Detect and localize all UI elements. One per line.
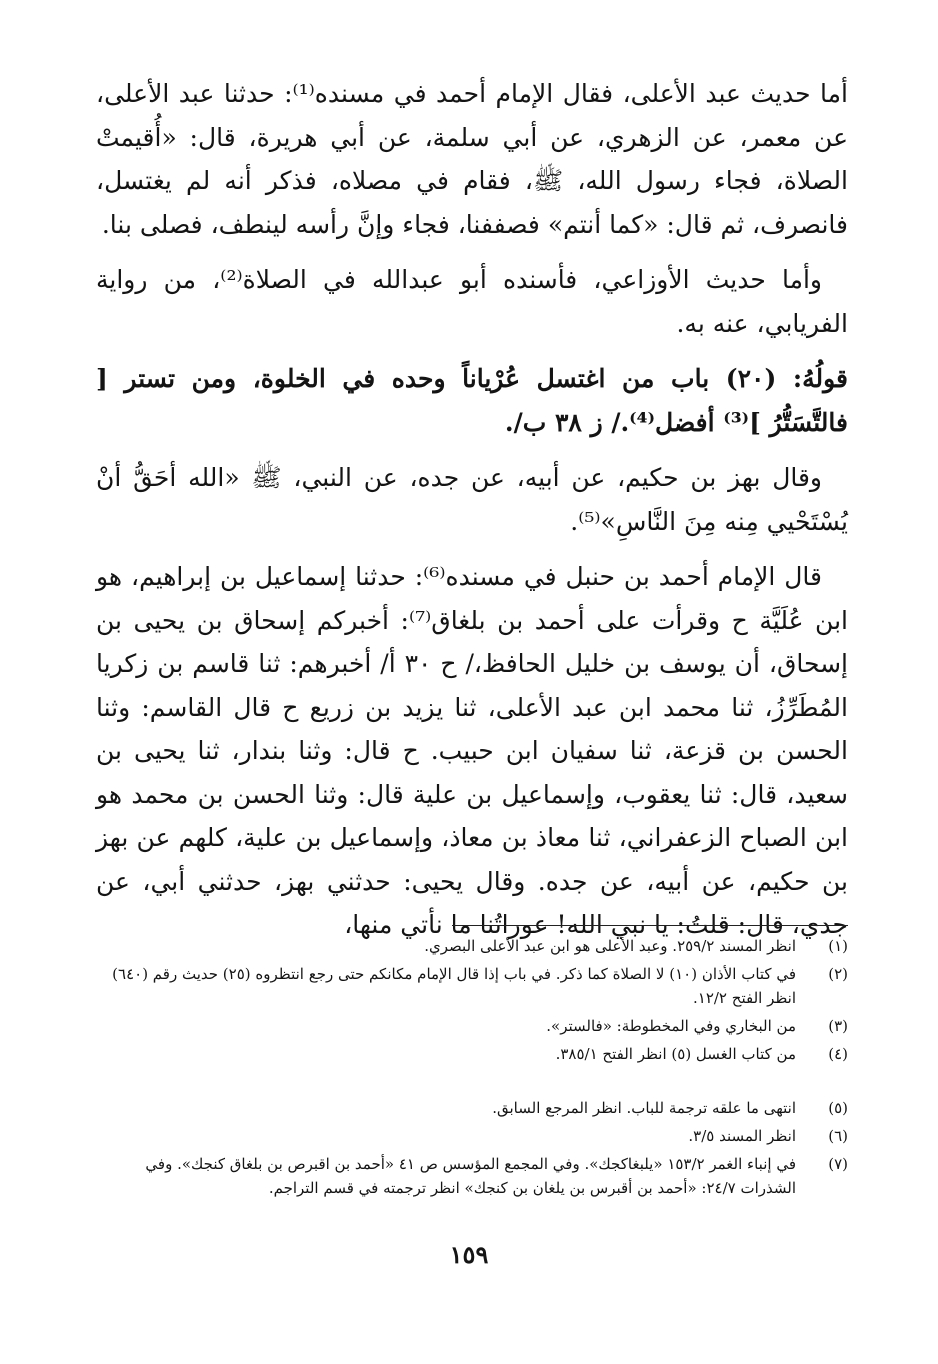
footnote-text: في إنباء الغمر ١٥٣/٢ «يلبغاكجك». وفي المجمع المؤسس ص ٤١ «أحمد بن اقبرص بن بلغاق كنجك». وفي الشذرات ٢٤/٧: «أحمد بن أقبرس بن يلغان بن كنجك» انظر ترجمته في قسم التراجم. [145,1155,796,1197]
paragraph-chapter-heading: قولُهُ: (٢٠) باب من اغتسل عُرْياناً وحده في الخلوة، ومن تستر [ فالتَّسَتُّرُ ]⁽³⁾ أفضل⁽⁴⁾./ ز ٣٨ ب/. [96,364,849,437]
footnotes-group-2 [96,1096,848,1204]
paragraph-awzai: وأما حديث الأوزاعي، فأسنده أبو عبدالله في الصلاة⁽²⁾، من رواية الفريابي، عنه به. [96,265,848,338]
footnote [96,1096,848,1120]
footnote-text: انظر المسند ٣/٥. [688,1127,796,1145]
footnote-number: (١) [828,937,848,955]
footnotes-group-1 [96,934,848,1070]
paragraph-bahz: وقال بهز بن حكيم، عن أبيه، عن جده، عن النبي، ﷺ «الله أحَقُّ أنْ يُسْتَحْيي مِنه مِنَ النَّاسِ»⁽⁵⁾. [96,463,848,536]
footnote-text: من كتاب الغسل (٥) انظر الفتح ٣٨٥/١. [555,1045,796,1063]
page-number: ١٥٩ [449,1240,489,1269]
footnote-number: (٣) [828,1017,848,1035]
footnote-text: من البخاري وفي المخطوطة: «فالستر». [546,1017,796,1035]
footnote-text: انتهى ما علقه ترجمة للباب. انظر المرجع السابق. [492,1099,796,1117]
footnote-number: (٧) [828,1155,848,1173]
footnote [96,1042,848,1066]
main-text [96,72,848,959]
footnote [96,1152,848,1200]
footnote [96,934,848,958]
footnote [96,1124,848,1148]
footnote-number: (٤) [828,1045,848,1063]
footnote [96,1014,848,1038]
paragraph-musnad-ahmad: قال الإمام أحمد بن حنبل في مسنده⁽⁶⁾: حدثنا إسماعيل بن إبراهيم، هو ابن عُلَيَّة ح وقرأت على أحمد بن بلغاق⁽⁷⁾: أخبركم إسحاق بن يحيى بن إسحاق، أن يوسف بن خليل الحافظ،/ ح ٣٠ أ/ أخبرهم: ثنا قاسم بن زكريا المُطَرِّزُ، ثنا محمد ابن عبد الأعلى، ثنا يزيد بن زريع ح قال القاسم: وثنا الحسن بن قزعة، ثنا سفيان ابن حبيب. ح قال: وثنا بندار، ثنا يحيى بن سعيد، قال: ثنا يعقوب، وإسماعيل بن علية قال: وثنا الحسن بن محمد هو ابن الصباح الزعفراني، ثنا معاذ بن معاذ، وإسماعيل بن علية، كلهم عن بهز بن حكيم، عن أبيه، عن جده. وقال يحيى: حدثني بهز، حدثني أبي، عن جدي، قال: قلتُ: يا نبي الله! عوراتُنا ما نأتي منها، [96,562,848,939]
footnote-text: في كتاب الأذان (١٠) لا الصلاة كما ذكر. في باب إذا قال الإمام مكانكم حتى رجع انتظروه (٢٥) حديث رقم (٦٤٠) انظر الفتح ١٢/٢. [112,965,796,1007]
paragraph-abd-al-ala: أما حديث عبد الأعلى، فقال الإمام أحمد في مسنده⁽¹⁾: حدثنا عبد الأعلى، عن معمر، عن الزهري، عن أبي سلمة، عن أبي هريرة، قال: «أُقيمتْ الصلاة، فجاء رسول الله، ﷺ، فقام في مصلاه، فذكر أنه لم يغتسل، فانصرف، ثم قال: «كما أنتم» فصففنا، فجاء وإنَّ رأسه لينطف، فصلى بنا. [96,79,848,239]
footnote-number: (٢) [828,965,848,983]
footnote-number: (٦) [828,1127,848,1145]
footnote [96,962,848,1010]
footnote-text: انظر المسند ٢٥٩/٢. وعبد الأعلى هو ابن عبد الأعلى البصري. [424,937,796,955]
footnote-number: (٥) [828,1099,848,1117]
footnote-divider [452,925,848,926]
